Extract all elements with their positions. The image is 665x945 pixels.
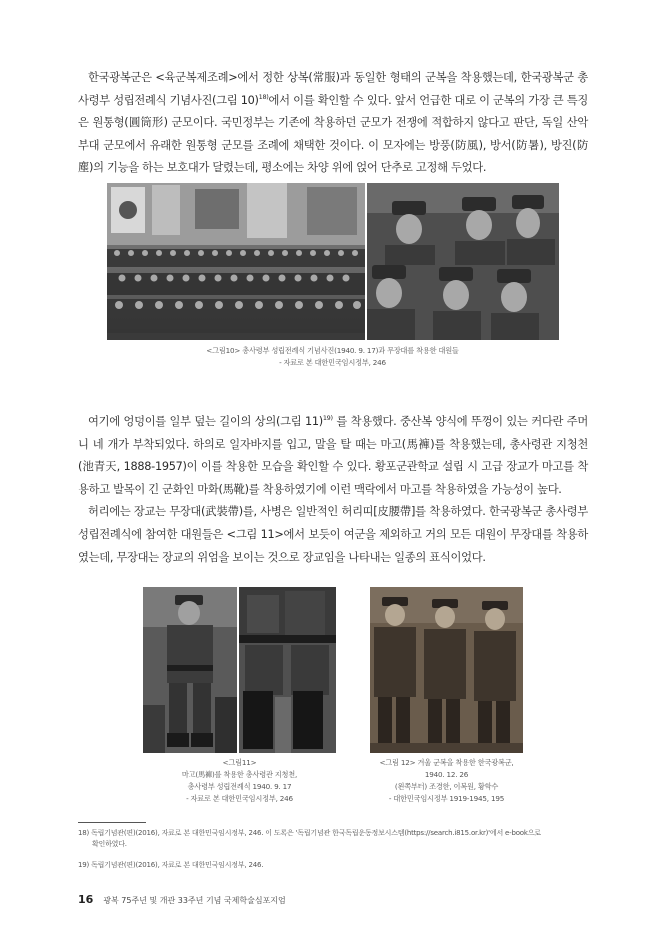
figure-11-right-photo [239,587,336,753]
figure-12-caption-title: <그림 12> 겨울 군복을 착용한 한국광복군, [379,758,514,767]
footnote-divider [78,822,146,823]
body-paragraph-2 [78,411,588,569]
footnote-ref-19[interactable]: 19) [322,414,333,423]
para1-text-b: 에서 이를 확인할 수 있다. 앞서 언급한 대로 이 군복의 가장 큰 특징은 원통형(圓筒形) 군모이다. 국민정부는 기존에 착용하던 군모가 전쟁에 적합하지 않다고 판단, 독일 산악부대 군모에서 유래한 원통형 군모를 조례에 채택한 것이다. 이 모자에는 방풍(防風), 방서(防暑), 방진(防塵)의 기능을 하는 보호대가 달렸는데, 평소에는 차양 위에 얹어 단추로 고정해 두었다. [78,93,588,175]
figure-10-soldiers-closeup-photo [367,183,559,340]
figure-11-caption-source: - 자료로 본 대한민국임시정부, 246 [186,794,293,803]
footer-title: 광복 75주년 및 개관 33주년 기념 국제학술심포지엄 [103,896,286,905]
footnote-18-line1: 18) 독립기념관(편)(2016), 자료로 본 대한민국임시정부, 246. 이 도록은 '독립기념관 한국독립운동정보시스템(https://search.i815.or.kr)'에서 e-book으로 [78,829,541,837]
figure-11-caption-event: 총사령부 성립전례식 1940. 9. 17 [187,782,292,791]
para2b-text: 허리에는 장교는 무장대(武裝帶)를, 사병은 일반적인 허리띠[皮腰帶]를 착용하였다. 한국광복군 총사령부 성립전례식에 참여한 대원들은 <그림 11>에서 보듯이 여군을 제외하고 거의 모든 대원이 무장대를 착용하였는데, 무장대는 장교의 위엄을 보이는 것으로 장교임을 나타내는 일종의 표식이었다. [78,505,588,564]
figure-11-left-photo [143,587,237,753]
figure-12-caption-source: - 대한민국임시정부 1919-1945, 195 [388,794,505,803]
footnote-18-line2: 확인하였다. [92,840,127,848]
footnote-ref-18[interactable]: 18) [258,92,269,101]
figure-10-caption-title: <그림10> 총사령부 성립전례식 기념사진(1940. 9. 17)과 무장대를 착용한 대원들 [206,346,459,355]
figure-10-caption-source: - 자료로 본 대한민국임시정부, 246 [279,358,386,367]
figure-10-group-photo [107,183,365,340]
figure-10-caption [130,345,535,369]
figure-12-caption [355,757,538,805]
figure-11-caption [143,757,336,805]
figure-11-caption-label: <그림11> [222,758,257,767]
figure-12-caption-date: 1940. 12. 26 [424,770,469,779]
figure-12-caption-names: (왼쪽부터) 조경한, 이복원, 황학수 [394,782,499,791]
para2a-text-b: 를 착용했다. 중산복 양식에 뚜껑이 있는 커다란 주머니 네 개가 부착되었다. 하의로 일자바지를 입고, 말을 탈 때는 마고(馬褲)를 착용했는데, 총사령관 지청천(池青天, 1888-1957)이 이를 착용한 모습을 확인할 수 있다. 황포군관학교 설립 시 고급 장교가 마고를 착용하고 발목이 긴 군화인 마화(馬靴)를 착용하였기에 이런 맥락에서 마고를 착용하였을 가능성이 높다. [78,415,588,496]
figure-12-photo [370,587,523,753]
footnote-19: 19) 독립기념관(편)(2016), 자료로 본 대한민국임시정부, 246. [78,861,264,869]
para2a-text-a: 여기에 엉덩이를 일부 덮는 길이의 상의(그림 11) [88,415,323,428]
body-paragraph-1 [78,67,588,180]
page-footer [78,893,286,906]
page-number: 16 [78,893,94,906]
figure-11-caption-title: 마고(馬褲)를 착용한 총사령관 지청천, [181,770,298,779]
footnote-18 [78,828,598,850]
para1-text-a: 한국광복군은 <육군복제조례>에서 정한 상복(常服)과 동일한 형태의 군복을 착용했는데, 한국광복군 총사령부 성립전례식 기념사진(그림 10) [78,71,588,107]
